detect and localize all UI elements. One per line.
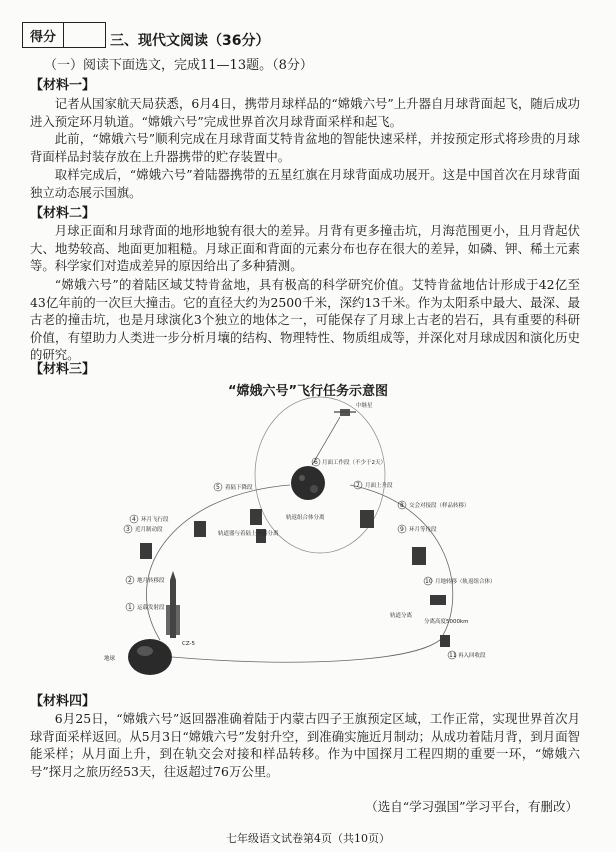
material-1-para-3: 取样完成后，“嫦娥六号”着陆器携带的五星红旗在月球背面成功展开。这是中国首次在月球背面独立动态展示国旗。 (30, 167, 580, 200)
svg-text:近月制动段: 近月制动段 (135, 527, 163, 533)
svg-text:环月等待段: 环月等待段 (409, 527, 437, 533)
spacecraft-icon (412, 547, 426, 565)
material-4-para-1: 6月25日，“嫦娥六号”返回器准确着陆于内蒙古四子王旗预定区域，工作正常，实现世界首次月球背面采样返回。从5月3日“嫦娥六号”发射升空，到准确实施近月制动；从成功着陆月背，到月面智能采样；从月面上升，到在轨交会对接和样品转移。作为中国探月工程四期的重要一环，“嫦娥六号”探月之旅历经53天，往返超过76万公里。 (30, 711, 580, 779)
rocket-icon (166, 571, 180, 638)
step-10 (424, 577, 496, 585)
material-1-para-1: 记者从国家航天局获悉，6月4日，携带月球样品的“嫦娥六号”上升器自月球背面起飞，随后成功进入预定环月轨道。“嫦娥六号”完成世界首次月球背面采样和起飞。 (30, 96, 580, 129)
spacecraft-icon (140, 543, 152, 559)
separation2-label: 轨返组合体分离 (286, 515, 325, 521)
material-2-title: 【材料二】 (30, 206, 96, 221)
material-1-para-2: 此前，“嫦娥六号”顺利完成在月球背面艾特肯盆地的智能快速采样，并按预定形式将珍贵的月球背面样品封装存放在上升器携带的贮存装置中。 (30, 131, 580, 164)
moon-earth-return-path (172, 485, 453, 662)
flight-mission-diagram (90, 395, 530, 680)
svg-text:6: 6 (314, 459, 318, 466)
svg-text:交会对接段（样品转移）: 交会对接段（样品转移） (409, 503, 470, 509)
relay-satellite-label: 中继星 (356, 403, 373, 409)
score-box (22, 22, 106, 48)
svg-text:环月飞行段: 环月飞行段 (141, 517, 169, 523)
return-separation-label: 分离高度5000km (424, 619, 469, 625)
orbit-separation-label: 轨道分离 (390, 613, 413, 619)
moon-icon (291, 466, 325, 500)
step-5 (214, 483, 253, 491)
section-title: 三、现代文阅读（36分） (110, 33, 270, 49)
diagram-title: “嫦娥六号”飞行任务示意图 (227, 384, 389, 399)
svg-text:月面工作段（不少于2天）: 月面工作段（不少于2天） (322, 460, 387, 466)
svg-text:着陆下降段: 着陆下降段 (225, 485, 253, 491)
svg-text:4: 4 (132, 516, 136, 523)
svg-text:11: 11 (449, 652, 457, 659)
earth-label: 地球 (104, 656, 116, 662)
svg-text:8: 8 (400, 502, 404, 509)
reading-instructions: （一）阅读下面选文，完成11—13题。（8分） (44, 58, 313, 73)
material-1-title: 【材料一】 (30, 78, 96, 93)
earth-icon (128, 639, 172, 675)
svg-text:1: 1 (128, 604, 132, 611)
step-8 (398, 501, 470, 509)
step-9 (398, 525, 437, 533)
score-blank (64, 23, 105, 47)
step-3 (124, 525, 163, 533)
spacecraft-icon (194, 521, 206, 537)
svg-text:地月转移段: 地月转移段 (137, 578, 165, 584)
svg-text:2: 2 (128, 577, 132, 584)
step-2 (126, 576, 165, 584)
step-7 (354, 481, 393, 489)
material-2-para-1: 月球正面和月球背面的地形地貌有很大的差异。月背有更多撞击坑，月海范围更小，且月背起伏大、地势较高、地面更加粗糙。月球正面和背面的元素分布也存在很大的差异，如磷、钾、稀土元素等。科学家们对造成差异的原因给出了多种猜测。 (30, 223, 580, 273)
spacecraft-icon (430, 595, 446, 605)
svg-text:9: 9 (400, 526, 404, 533)
svg-text:3: 3 (126, 526, 130, 533)
rocket-label: CZ-5 (182, 641, 195, 647)
svg-text:再入回收段: 再入回收段 (458, 653, 486, 659)
svg-text:5: 5 (216, 484, 220, 491)
svg-text:运载发射段: 运载发射段 (137, 605, 165, 611)
spacecraft-icon (440, 635, 450, 647)
separation-label: 轨道器与着陆上升器分离 (218, 531, 279, 537)
svg-text:月地转移（轨返组合体）: 月地转移（轨返组合体） (435, 579, 496, 585)
spacecraft-icon (250, 509, 262, 525)
svg-text:7: 7 (356, 482, 360, 489)
step-6 (312, 458, 386, 466)
step-1 (126, 603, 165, 611)
material-2-para-2: “嫦娥六号”的着陆区域艾特肯盆地，具有极高的科学研究价值。艾特肯盆地估计形成于42亿至43亿年前的一次巨大撞击。它的直径大约为2500千米，深约13千米。作为太阳系中最大、最深、最古老的撞击坑，也是月球演化3个独立的地体之一，可能保存了月球上古老的岩石，具有重要的科研价值，有望助力人类进一步分析月壤的结构、物理特性、物质组成等，并深化对月球成因和演化历史的研究。 (30, 277, 580, 362)
material-3-title: 【材料三】 (30, 362, 96, 377)
spacecraft-icon (360, 510, 374, 528)
step-4 (130, 515, 169, 523)
page-footer: 七年级语文试卷第4页（共10页） (226, 832, 390, 845)
svg-text:月面上升段: 月面上升段 (365, 483, 393, 489)
step-11 (448, 651, 486, 659)
svg-text:10: 10 (425, 578, 433, 585)
relay-satellite-icon (334, 409, 356, 416)
source-note: （选自“学习强国”学习平台，有删改） (365, 799, 578, 814)
score-label: 得分 (23, 23, 64, 47)
material-4-title: 【材料四】 (30, 694, 96, 709)
